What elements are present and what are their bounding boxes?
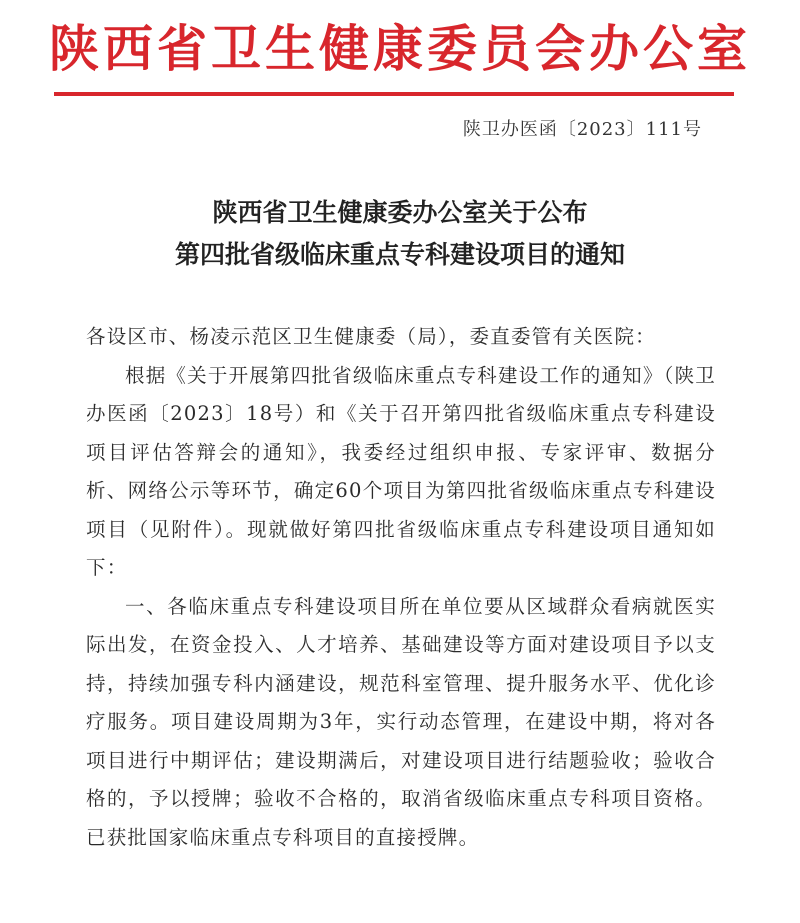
paragraph-2: 一、各临床重点专科建设项目所在单位要从区域群众看病就医实际出发，在资金投入、人才培养、基础建设等方面对建设项目予以支持，持续加强专科内涵建设，规范科室管理、提升服务水平、优化诊疗服务。项目建设周期为3年，实行动态管理，在建设中期，将对各项目进行中期评估；建设期满后，对建设项目进行结题验收；验收合格的，予以授牌；验收不合格的，取消省级临床重点专科项目资格。已获批国家临床重点专科项目的直接授牌。 bbox=[86, 594, 716, 849]
title-line-2: 第四批省级临床重点专科建设项目的通知 bbox=[174, 240, 625, 269]
issuer-header: 陕西省卫生健康委员会办公室 bbox=[49, 19, 751, 78]
document-title bbox=[0, 192, 800, 276]
document-number: 陕卫办医函〔2023〕111号 bbox=[462, 119, 702, 140]
salutation: 各设区市、杨凌示范区卫生健康委（局），委直委管有关医院： bbox=[86, 325, 656, 348]
red-divider-line bbox=[54, 92, 734, 96]
title-line-1: 陕西省卫生健康委办公室关于公布 bbox=[212, 198, 588, 227]
document-body bbox=[86, 318, 716, 857]
paragraph-1: 根据《关于开展第四批省级临床重点专科建设工作的通知》（陕卫办医函〔2023〕18号）和《关于召开第四批省级临床重点专科建设项目评估答辩会的通知》，我委经过组织申报、专家评审、数据分析、网络公示等环节，确定60个项目为第四批省级临床重点专科建设项目（见附件）。现就做好第四批省级临床重点专科建设项目通知如下： bbox=[86, 363, 716, 579]
